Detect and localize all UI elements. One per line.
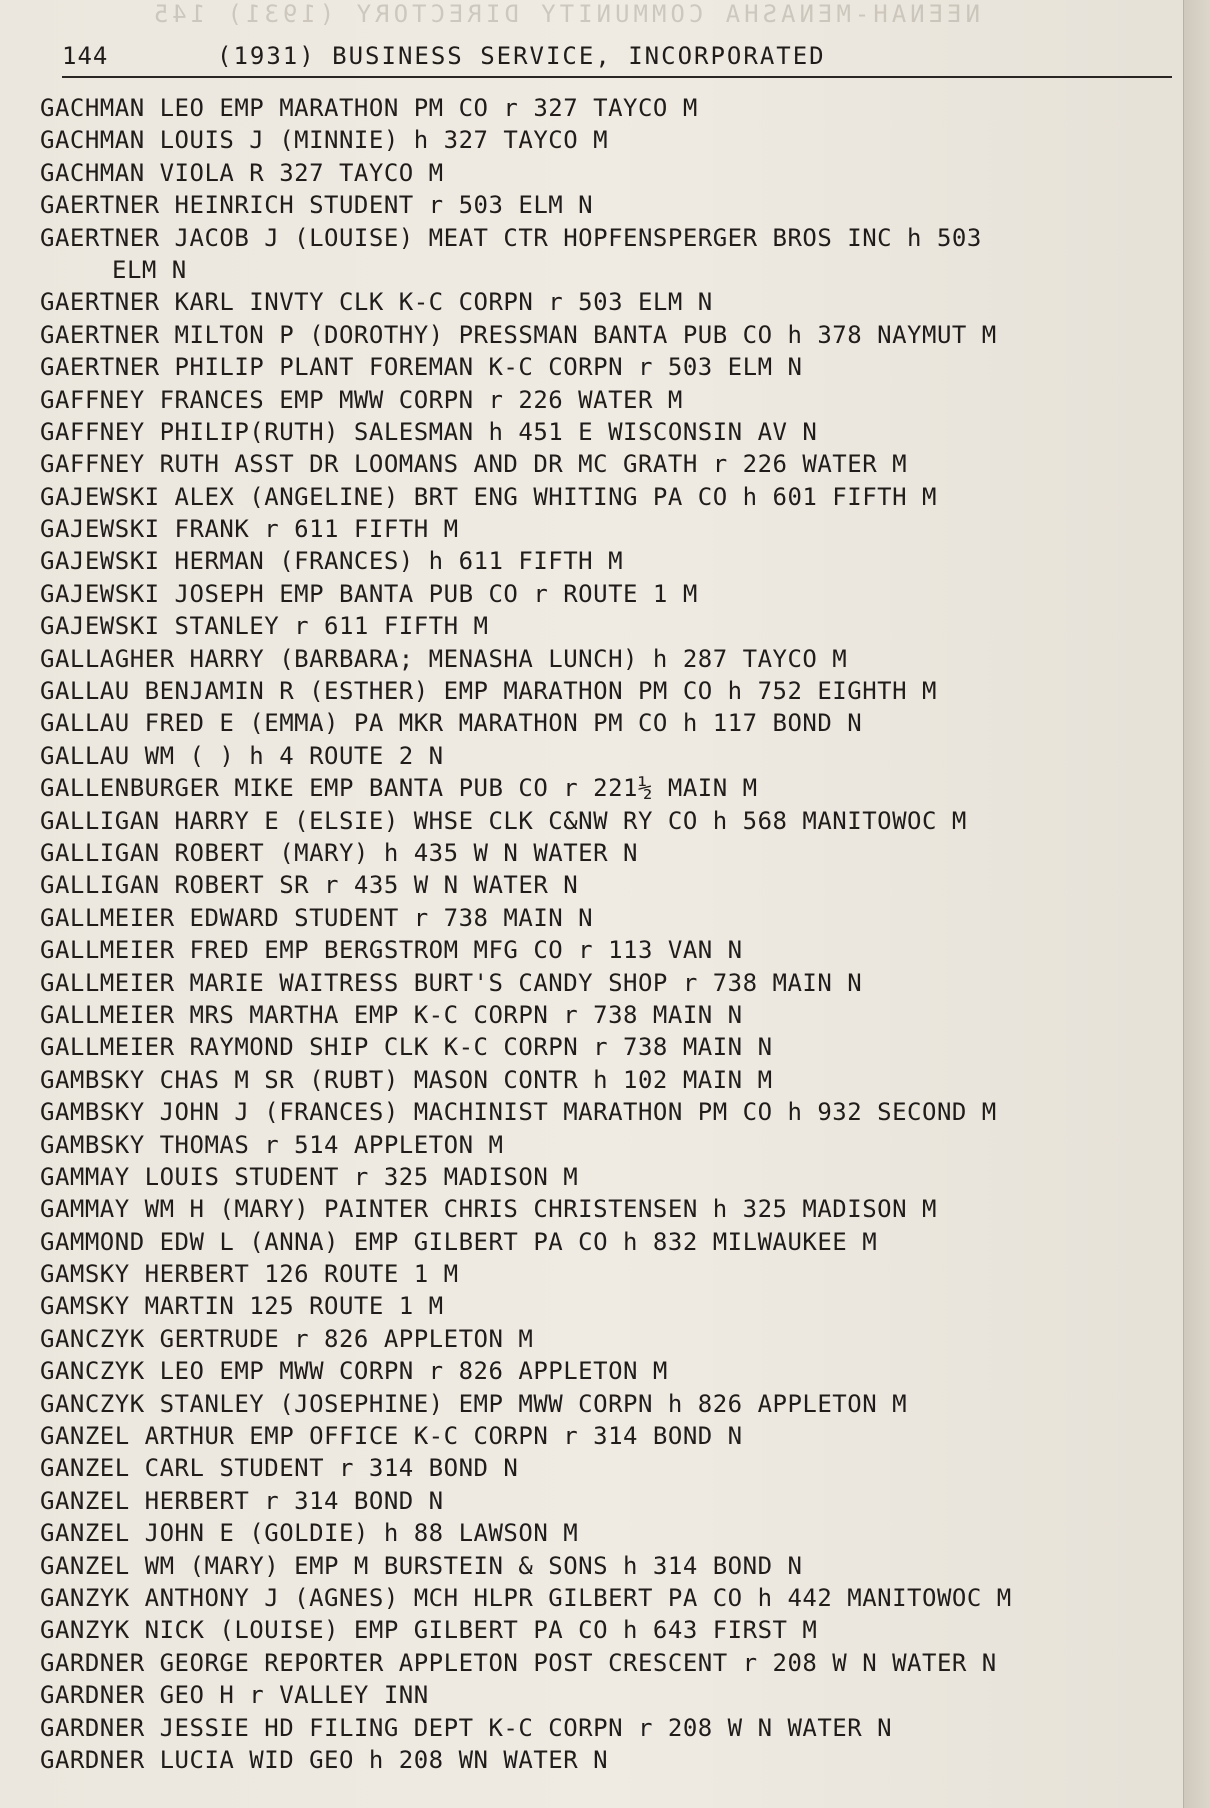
- directory-entry: GANCZYK LEO EMP MWW CORPN r 826 APPLETON M: [40, 1357, 668, 1386]
- directory-entry: GAMBSKY CHAS M SR (RUBT) MASON CONTR h 102 MAIN M: [40, 1065, 773, 1094]
- directory-entry: GAMSKY HERBERT 126 ROUTE 1 M: [40, 1260, 459, 1289]
- directory-entry: GARDNER GEO H r VALLEY INN: [40, 1681, 429, 1710]
- directory-entry: GAMBSKY THOMAS r 514 APPLETON M: [40, 1130, 504, 1159]
- bleed-through-text: NEENAH-MENASHA COMMUNITY DIRECTORY (1931) 145: [149, 0, 980, 28]
- directory-entry: GANCZYK STANLEY (JOSEPHINE) EMP MWW CORPN h 826 APPLETON M: [40, 1389, 908, 1418]
- directory-entry: GALLIGAN ROBERT SR r 435 W N WATER N: [40, 871, 579, 900]
- running-title: (1931) BUSINESS SERVICE, INCORPORATED: [217, 42, 826, 70]
- directory-entry: GAJEWSKI STANLEY r 611 FIFTH M: [40, 612, 489, 641]
- directory-entry: GAERTNER HEINRICH STUDENT r 503 ELM N: [40, 191, 594, 220]
- directory-entry: GAMMAY LOUIS STUDENT r 325 MADISON M: [40, 1162, 579, 1191]
- directory-entry: GAJEWSKI ALEX (ANGELINE) BRT ENG WHITING PA CO h 601 FIFTH M: [40, 482, 937, 511]
- directory-entry: GAERTNER KARL INVTY CLK K-C CORPN r 503 ELM N: [40, 288, 713, 317]
- directory-entry: GALLIGAN ROBERT (MARY) h 435 W N WATER N: [40, 838, 638, 867]
- directory-entry: GAFFNEY FRANCES EMP MWW CORPN r 226 WATER M: [40, 385, 683, 414]
- directory-entry: GALLIGAN HARRY E (ELSIE) WHSE CLK C&NW RY CO h 568 MANITOWOC M: [40, 806, 967, 835]
- directory-entry: GARDNER LUCIA WID GEO h 208 WN WATER N: [40, 1745, 609, 1774]
- directory-entry: GACHMAN LOUIS J (MINNIE) h 327 TAYCO M: [40, 126, 609, 155]
- directory-entry: GALLENBURGER MIKE EMP BANTA PUB CO r 221½ MAIN M: [40, 774, 758, 803]
- directory-entry: GAERTNER PHILIP PLANT FOREMAN K-C CORPN r 503 ELM N: [40, 353, 803, 382]
- directory-entry: GANZEL CARL STUDENT r 314 BOND N: [40, 1454, 519, 1483]
- directory-entry: GALLAU FRED E (EMMA) PA MKR MARATHON PM CO h 117 BOND N: [40, 709, 863, 738]
- directory-entry: GACHMAN VIOLA R 327 TAYCO M: [40, 158, 444, 187]
- directory-entry: GAMMAY WM H (MARY) PAINTER CHRIS CHRISTENSEN h 325 MADISON M: [40, 1195, 937, 1224]
- directory-entry: GACHMAN LEO EMP MARATHON PM CO r 327 TAYCO M: [40, 94, 698, 122]
- directory-entry: ELM N: [112, 255, 187, 284]
- directory-entry: GALLMEIER FRED EMP BERGSTROM MFG CO r 113 VAN N: [40, 936, 743, 965]
- directory-entry: GAFFNEY RUTH ASST DR LOOMANS AND DR MC GRATH r 226 WATER M: [40, 450, 908, 479]
- directory-entry: GARDNER JESSIE HD FILING DEPT K-C CORPN r 208 W N WATER N: [40, 1713, 893, 1742]
- directory-entry: GAERTNER MILTON P (DOROTHY) PRESSMAN BANTA PUB CO h 378 NAYMUT M: [40, 320, 997, 349]
- directory-entry: GALLMEIER EDWARD STUDENT r 738 MAIN N: [40, 903, 594, 932]
- directory-entry: GAJEWSKI FRANK r 611 FIFTH M: [40, 515, 459, 544]
- directory-entry: GANZEL WM (MARY) EMP M BURSTEIN & SONS h 314 BOND N: [40, 1551, 803, 1580]
- page-header: [62, 30, 1172, 78]
- directory-entry: GANZYK ANTHONY J (AGNES) MCH HLPR GILBERT PA CO h 442 MANITOWOC M: [40, 1583, 1012, 1612]
- facing-page-edge: [1183, 0, 1210, 1808]
- directory-entry: GALLMEIER RAYMOND SHIP CLK K-C CORPN r 738 MAIN N: [40, 1033, 773, 1062]
- directory-entry: GAFFNEY PHILIP(RUTH) SALESMAN h 451 E WISCONSIN AV N: [40, 417, 818, 446]
- page-number: 144: [62, 42, 109, 70]
- directory-entry: GANZEL ARTHUR EMP OFFICE K-C CORPN r 314 BOND N: [40, 1422, 743, 1451]
- directory-entry: GAMSKY MARTIN 125 ROUTE 1 M: [40, 1292, 444, 1321]
- directory-entry: GAMMOND EDW L (ANNA) EMP GILBERT PA CO h 832 MILWAUKEE M: [40, 1227, 878, 1256]
- directory-entries: [40, 92, 1165, 1776]
- directory-entry: GALLAU BENJAMIN R (ESTHER) EMP MARATHON PM CO h 752 EIGHTH M: [40, 677, 937, 706]
- directory-entry: GANZYK NICK (LOUISE) EMP GILBERT PA CO h 643 FIRST M: [40, 1616, 818, 1645]
- directory-entry: GAERTNER JACOB J (LOUISE) MEAT CTR HOPFENSPERGER BROS INC h 503: [40, 223, 982, 252]
- directory-entry: GALLMEIER MRS MARTHA EMP K-C CORPN r 738 MAIN N: [40, 1000, 743, 1029]
- directory-entry: GANZEL JOHN E (GOLDIE) h 88 LAWSON M: [40, 1519, 579, 1548]
- directory-entry: GALLMEIER MARIE WAITRESS BURT'S CANDY SHOP r 738 MAIN N: [40, 968, 863, 997]
- directory-entry: GANCZYK GERTRUDE r 826 APPLETON M: [40, 1324, 534, 1353]
- directory-entry: GAJEWSKI JOSEPH EMP BANTA PUB CO r ROUTE 1 M: [40, 579, 698, 608]
- directory-entry: GARDNER GEORGE REPORTER APPLETON POST CRESCENT r 208 W N WATER N: [40, 1648, 997, 1677]
- directory-entry: GAJEWSKI HERMAN (FRANCES) h 611 FIFTH M: [40, 547, 624, 576]
- directory-entry: GALLAU WM ( ) h 4 ROUTE 2 N: [40, 741, 444, 770]
- directory-entry: GALLAGHER HARRY (BARBARA; MENASHA LUNCH) h 287 TAYCO M: [40, 644, 848, 673]
- directory-entry: GAMBSKY JOHN J (FRANCES) MACHINIST MARATHON PM CO h 932 SECOND M: [40, 1098, 997, 1127]
- directory-entry: GANZEL HERBERT r 314 BOND N: [40, 1486, 444, 1515]
